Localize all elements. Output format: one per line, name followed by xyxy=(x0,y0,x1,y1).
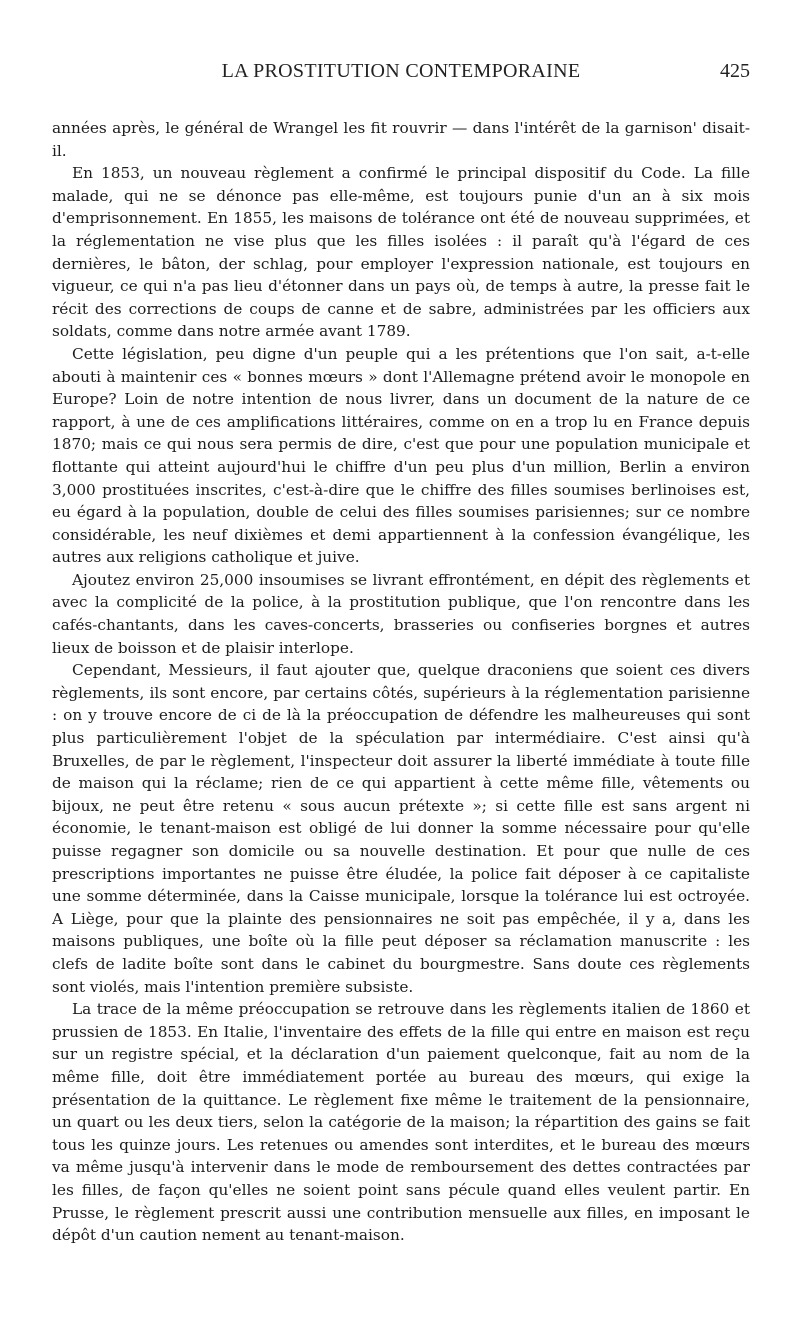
paragraph: En 1853, un nouveau règlement a confirmé le principal dispositif du Code. La fille malade, qui ne se dénonce pas elle-même, est toujours punie d'un an à six mois d'emprisonnement. En 1855, les maisons de tolérance ont été de nouveau supprimées, et la réglementation ne vise plus que les filles isolées : il paraît qu'à l'égard de ces dernières, le bâton, der schlag, pour employer l'expression nationale, est toujours en vigueur, ce qui n'a pas lieu d'étonner dans un pays où, de temps à autre, la presse fait le récit des corrections de coups de canne et de sabre, administrées par les officiers aux soldats, comme dans notre armée avant 1789. xyxy=(52,164,750,341)
paragraph: Ajoutez environ 25,000 insoumises se livrant effrontément, en dépit des règlements et avec la complicité de la police, à la prostitution publique, que l'on rencontre dans les cafés-chantants, dans les caves-concerts, brasseries ou confiseries borgnes et autres lieux de boisson et de plaisir interlope. xyxy=(52,570,750,657)
paragraph: années après, le général de Wrangel les fit rouvrir — dans l'intérêt de la garnison' disait-il. xyxy=(52,119,750,160)
paragraph: Cette législation, peu digne d'un peuple qui a les prétentions que l'on sait, a-t-elle abouti à maintenir ces « bonnes mœurs » dont l'Allemagne prétend avoir le monopole en Europe? Loin de notre intention de nous livrer, dans un document de la nature de ce rapport, à une de ces amplifications littéraires, comme on en a trop lu en France depuis 1870; mais ce qui nous sera permis de dire, c'est que pour une population municipale et flottante qui atteint aujourd'hui le chiffre d'un peu plus d'un million, Berlin a environ 3,000 prostituées inscrites, c'est-à-dire que le chiffre des filles soumises berlinoises est, eu égard à la population, double de celui des filles soumises parisiennes; sur ce nombre considérable, les neuf dixièmes et demi appartiennent à la confession évangélique, les autres aux religions catholique et juive. xyxy=(52,344,750,567)
running-head xyxy=(52,60,750,90)
body-text xyxy=(52,117,750,1247)
running-title: LA PROSTITUTION CONTEMPORAINE xyxy=(221,60,581,82)
paragraph: Cependant, Messieurs, il faut ajouter que, quelque draconiens que soient ces divers règlements, ils sont encore, par certains côtés, supérieurs à la réglementation parisienne : on y trouve encore de ci de là la préoccupation de défendre les malheureuses qui sont plus particulièrement l'objet de la spéculation par intermédiaire. C'est ainsi qu'à Bruxelles, de par le règlement, l'inspecteur doit assurer la liberté immédiate à toute fille de maison qui la réclame; rien de ce qui appartient à cette même fille, vêtements ou bijoux, ne peut être retenu « sous aucun prétexte »; si cette fille est sans argent ni économie, le tenant-maison est obligé de lui donner la somme nécessaire pour qu'elle puisse regagner son domicile ou sa nouvelle destination. Et pour que nulle de ces prescriptions importantes ne puisse être éludée, la police fait déposer à ce capitaliste une somme déterminée, dans la Caisse municipale, lorsque la tolérance lui est octroyée. A Liège, pour que la plainte des pensionnaires ne soit pas empêchée, il y a, dans les maisons publiques, une boîte où la fille peut déposer sa réclamation manuscrite : les clefs de ladite boîte sont dans le cabinet du bourgmestre. Sans doute ces règlements sont violés, mais l'intention première subsiste. xyxy=(52,661,750,996)
paragraph: La trace de la même préoccupation se retrouve dans les règlements italien de 1860 et prussien de 1853. En Italie, l'inventaire des effets de la fille qui entre en maison est reçu sur un registre spécial, et la déclaration d'un paiement quelconque, fait au nom de la même fille, doit être immédiatement portée au bureau des mœurs, qui exige la présentation de la quittance. Le règlement fixe même le traitement de la pensionnaire, un quart ou les deux tiers, selon la catégorie de la maison; la répartition des gains se fait tous les quinze jours. Les retenues ou amendes sont interdites, et le bureau des mœurs va même jusqu'à intervenir dans le mode de remboursement des dettes contractées par les filles, de façon qu'elles ne soient point sans pécule quand elles veulent partir. En Prusse, le règlement prescrit aussi une contribution mensuelle aux filles, en imposant le dépôt d'un caution nement au tenant-maison. xyxy=(52,1000,750,1245)
page-number: 425 xyxy=(720,60,750,82)
